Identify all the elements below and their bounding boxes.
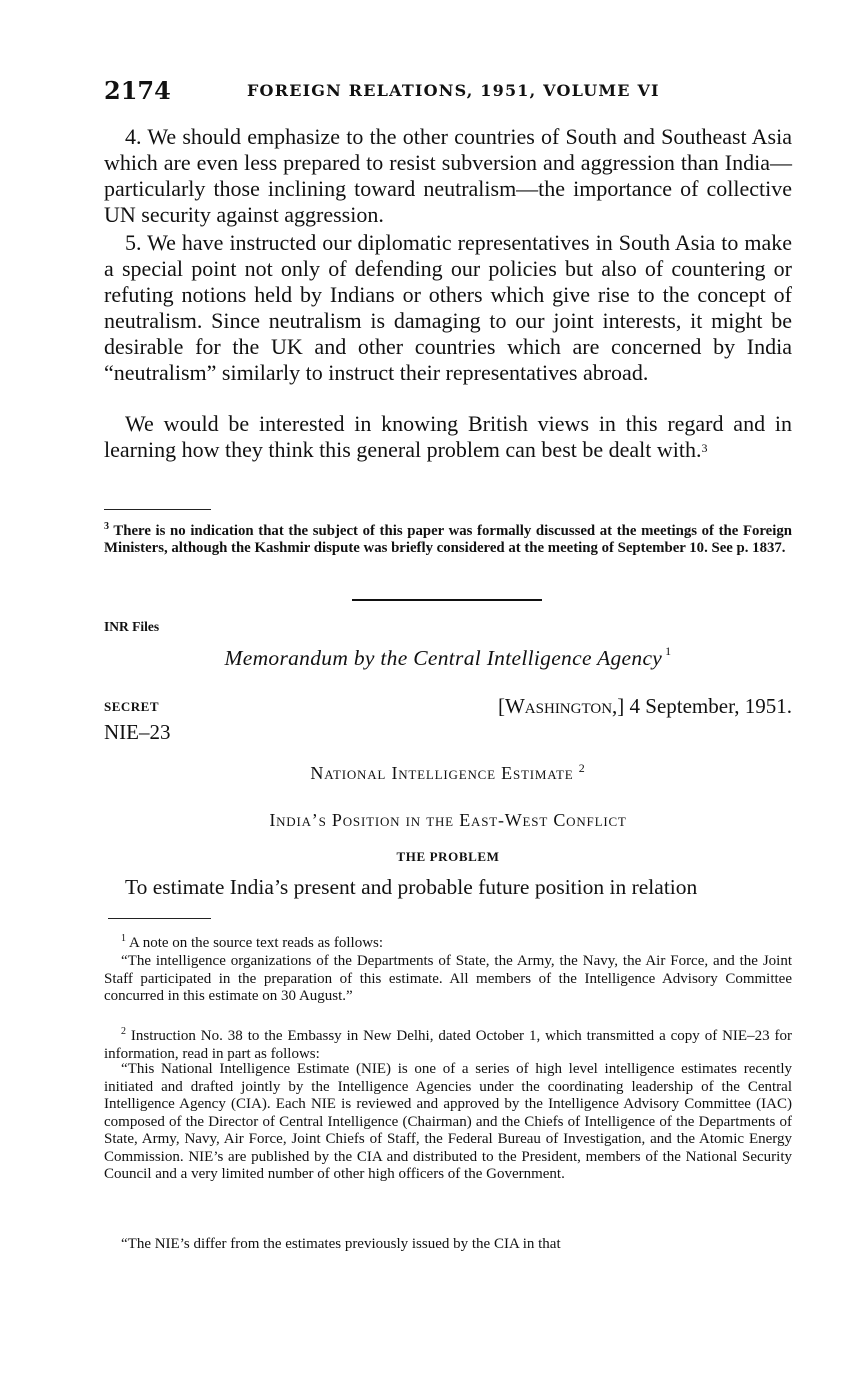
section-heading: THE PROBLEM (396, 849, 500, 864)
footnote-2 (104, 1023, 792, 1063)
source-file-label: INR Files (104, 619, 160, 634)
closing-paragraph (104, 411, 792, 463)
footnote-1-quote (104, 953, 792, 1006)
paragraph-4-text: 4. We should emphasize to the other countries of South and Southeast Asia which are even less prepared to resist subversion and aggression than India—particularly those inclining toward neutralism—the importance of collective UN security against aggression. (104, 124, 792, 227)
volume-title: FOREIGN RELATIONS, 1951, VOLUME VI (247, 81, 660, 100)
paragraph-5-text: 5. We have instructed our diplomatic representatives in South Asia to make a special point not only of defending our policies but also of countering or refuting notions held by Indians or others which give rise to the concept of neutralism. Since neutralism is damaging to our joint interests, it might be desirable for the UK and other countries which are concerned by India “neutralism” similarly to instruct their representatives abroad. (104, 230, 792, 385)
footnote-ref-3: 3 (701, 441, 708, 455)
footnote-2-marker: 2 (121, 1026, 126, 1037)
footnote-rule (104, 509, 211, 510)
classification-label: SECRET (104, 699, 160, 714)
section-divider (352, 599, 542, 601)
paragraph-4 (104, 124, 792, 228)
document-title-text: Memorandum by the Central Intelligence Agency (224, 646, 663, 670)
estimate-heading-text: National Intelligence Estimate (310, 763, 574, 783)
footnote-2-quote-1-text: “This National Intelligence Estimate (NIE) is one of a series of high level intelligence estimates recently initiated and drafted jointly by the Intelligence Agencies under the coordinating leadership of the Central Intelligence Agency (CIA). Each NIE is reviewed and approved by the Intelligence Advisory Committee (IAC) composed of the Director of Central Intelligence (Chairman) and the Chiefs of Intelligence of the Departments of State, Army, Navy, Air Force, Joint Chiefs of Staff, the Federal Bureau of Investigation, and the Atomic Energy Commission. NIE’s are published by the CIA and distributed to the President, members of the National Security Council and a very limited number of other high officers of the Government. (104, 1061, 792, 1182)
nie-number: NIE–23 (104, 720, 171, 744)
footnote-ref-1: 1 (665, 644, 672, 658)
running-header (104, 76, 792, 106)
footnote-2-quote-2 (104, 1236, 792, 1254)
paragraph-5 (104, 230, 792, 386)
footnote-1-quote-text: “The intelligence organizations of the Departments of State, the Army, the Navy, the Air Force, and the Joint Staff participated in the preparation of this estimate. All members of the Intelligence Advisory Committee concurred in this estimate on 30 August.” (104, 953, 792, 1004)
footnote-1-marker: 1 (121, 933, 126, 944)
footnote-1 (104, 930, 792, 953)
footnote-1-intro: A note on the source text reads as follows: (128, 935, 384, 951)
footnote-3-text: There is no indication that the subject of this paper was formally discussed at the meetings of the Foreign Ministers, although the Kashmir dispute was briefly considered at the meeting of September 10. See p. 1837. (104, 522, 792, 556)
footnote-3-marker: 3 (104, 521, 109, 532)
dateline: [Washington,] 4 September, 1951. (497, 694, 792, 718)
footnote-3 (104, 518, 792, 557)
estimate-heading (104, 763, 792, 784)
footnote-ref-2: 2 (578, 761, 586, 775)
footnote-rule-2 (108, 918, 211, 919)
document-title (104, 646, 792, 671)
place: Washington, (504, 694, 618, 718)
footnote-2-text: Instruction No. 38 to the Embassy in New Delhi, dated October 1, which transmitted a copy of NIE–23 for information, read in part as follows: (104, 1028, 792, 1062)
problem-text: To estimate India’s present and probable future position in relation (125, 875, 698, 899)
date: 4 September, 1951. (629, 694, 792, 718)
subject-heading: India’s Position in the East-West Conflict (269, 810, 627, 830)
closing-text: We would be interested in knowing British views in this regard and in learning how they think this general problem can best be dealt with. (104, 411, 792, 462)
footnote-2-quote-2-text: “The NIE’s differ from the estimates previously issued by the CIA in that (121, 1236, 561, 1252)
footnote-2-quote-1 (104, 1061, 792, 1184)
page-number: 2174 (104, 76, 171, 105)
